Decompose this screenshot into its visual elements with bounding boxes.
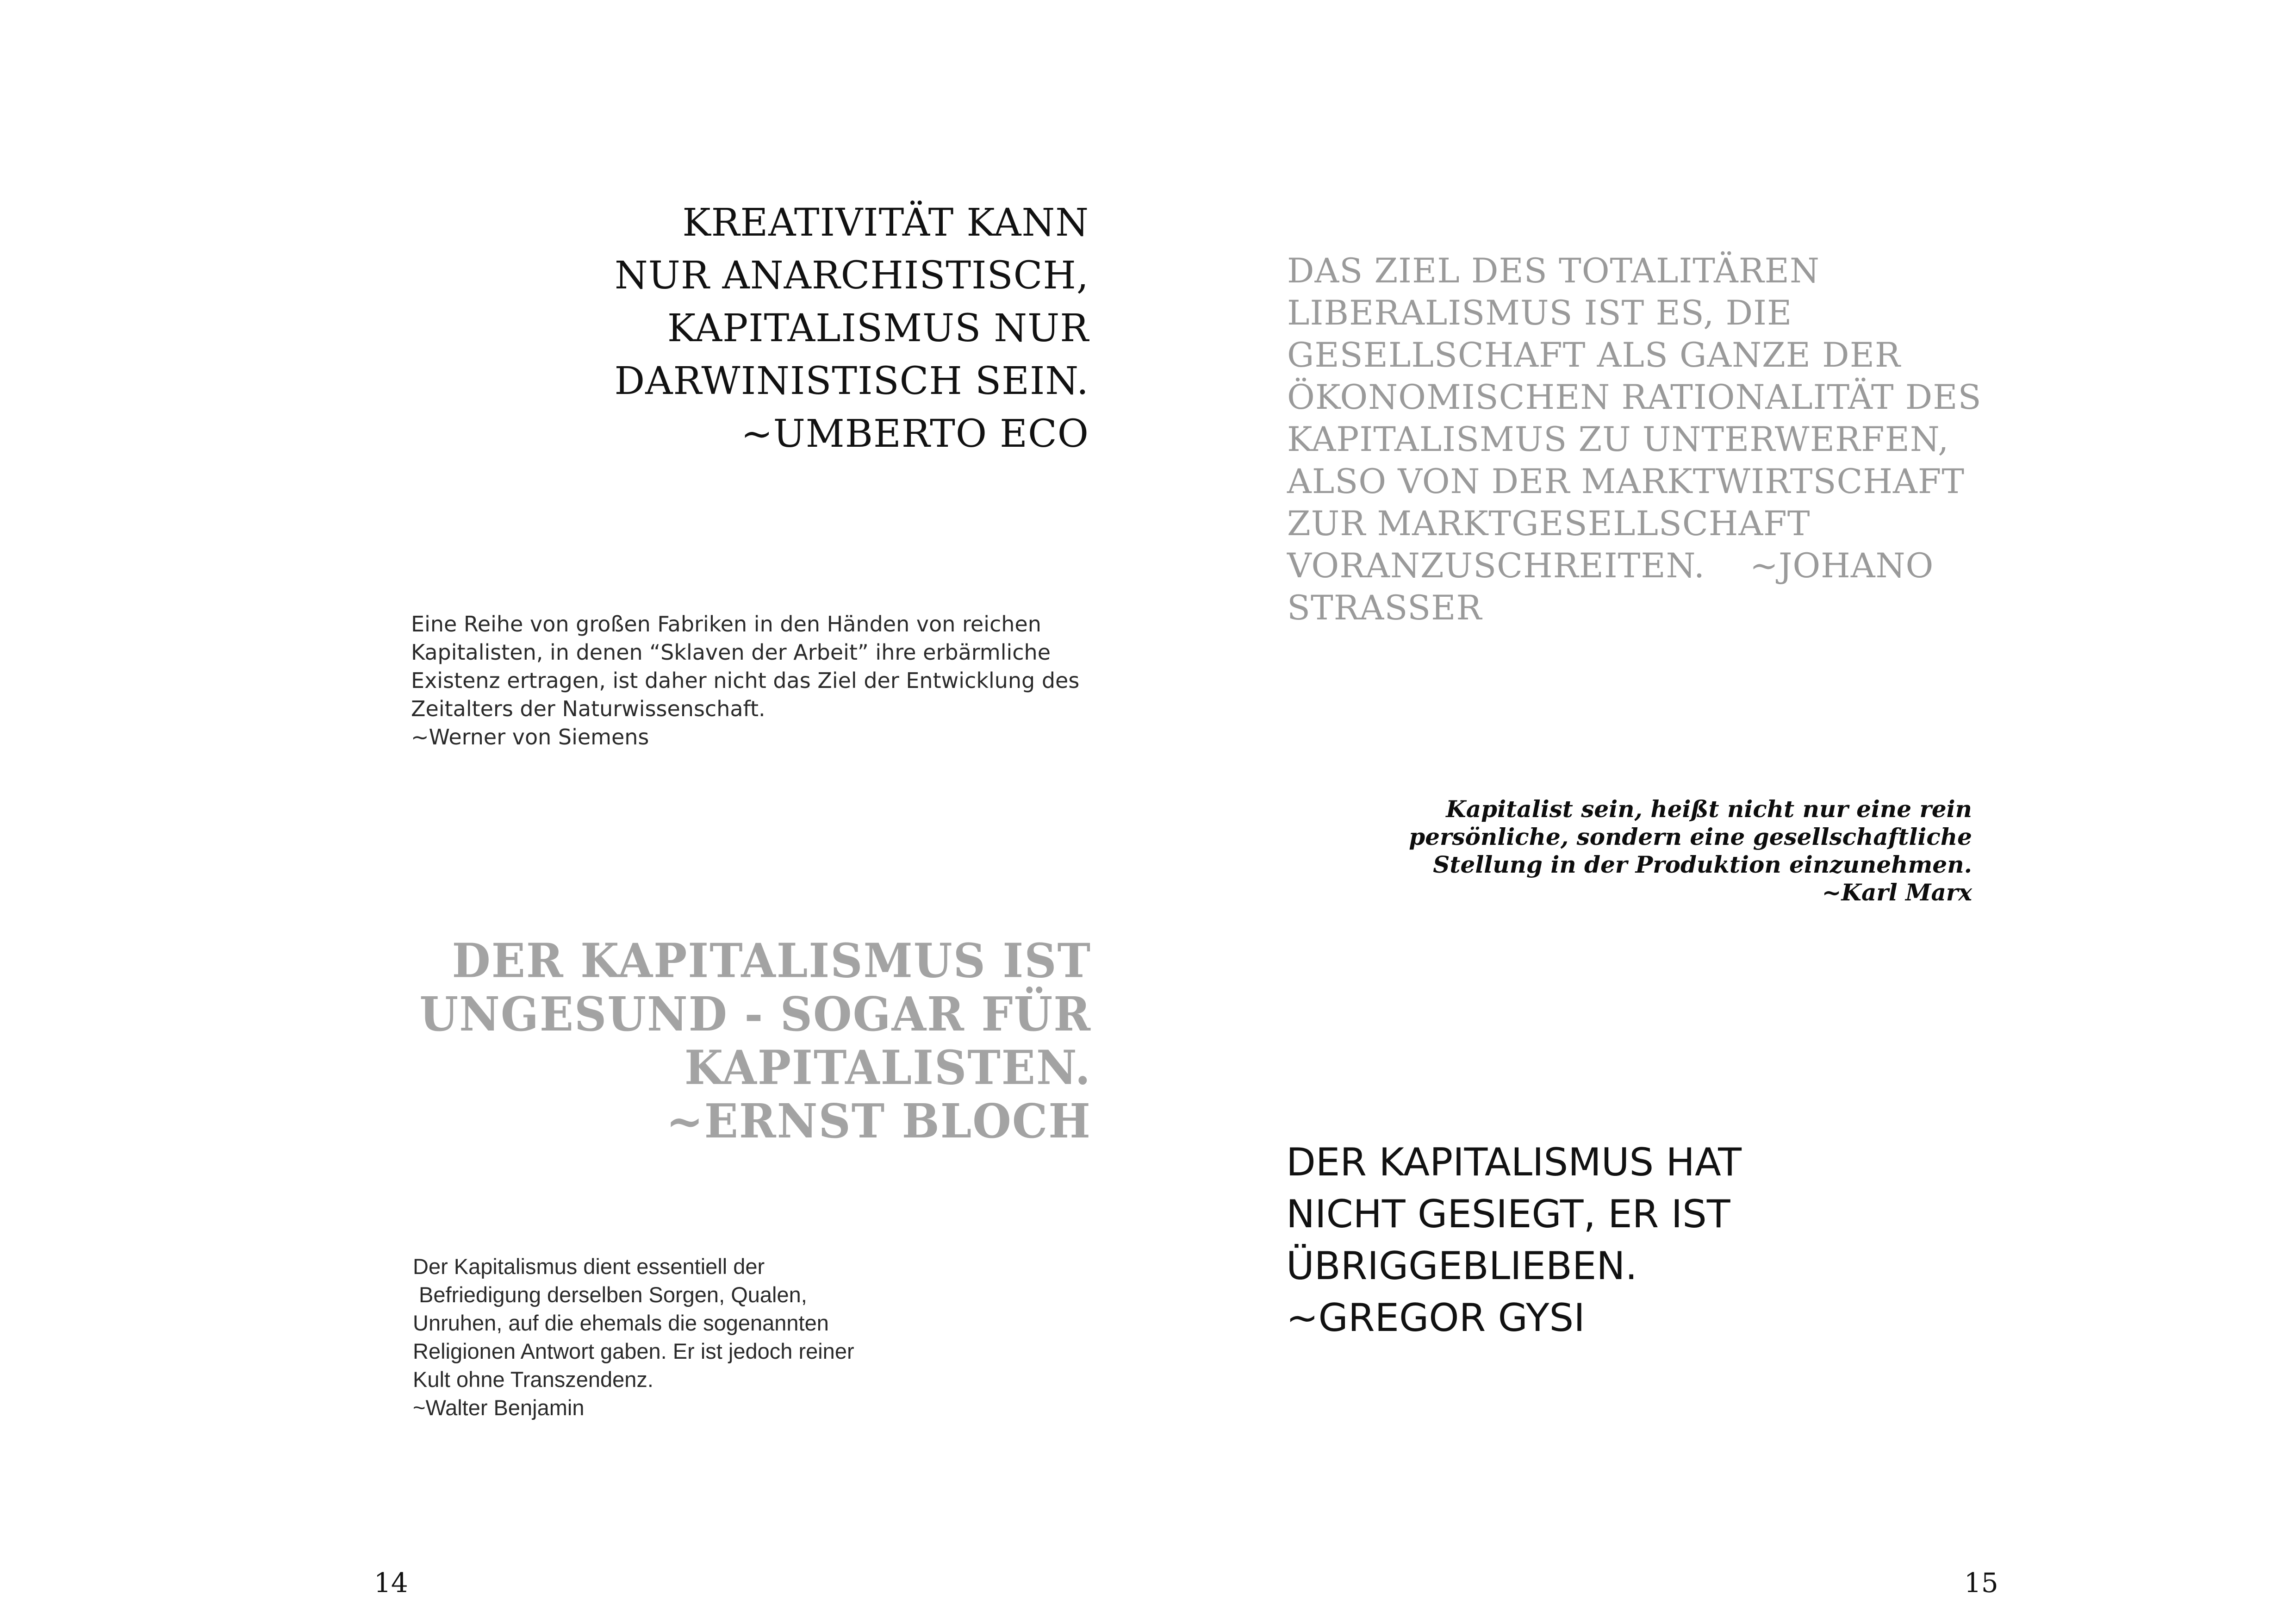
quote-line: NUR ANARCHISTISCH, (615, 254, 1089, 298)
quote-line: DARWINISTISCH SEIN. (614, 359, 1089, 403)
quote-ernst-bloch (419, 934, 1091, 1148)
quote-line: Kapitalist sein, heißt nicht nur eine rein (1446, 795, 1972, 823)
quote-line: Kult ohne Transzendenz. (413, 1367, 653, 1392)
quote-line: DER KAPITALISMUS HAT (1286, 1140, 1742, 1185)
quote-line: Befriedigung derselben Sorgen, Qualen, (413, 1282, 807, 1307)
page-number: 15 (1964, 1567, 1998, 1599)
page-number: 14 (374, 1567, 408, 1599)
quote-line: LIBERALISMUS IST ES, DIE (1287, 294, 1792, 333)
quote-line: Religionen Antwort gaben. Er ist jedoch reiner (413, 1339, 854, 1363)
quote-line: KREATIVITÄT KANN (682, 201, 1089, 245)
right-page (1148, 0, 2296, 1624)
quote-line: Zeitalters der Naturwissenschaft. (411, 696, 765, 721)
quote-gregor-gysi (1286, 1137, 1742, 1344)
quote-line: DER KAPITALISMUS IST (452, 933, 1091, 988)
quote-author: ~Walter Benjamin (413, 1395, 585, 1420)
quote-line: Stellung in der Produktion einzunehmen. (1433, 851, 1972, 878)
quote-line: NICHT GESIEGT, ER IST (1286, 1192, 1730, 1237)
quote-line: ZUR MARKTGESELLSCHAFT (1287, 504, 1811, 543)
quote-line: Existenz ertragen, ist daher nicht das Ziel der Entwicklung des (411, 668, 1080, 693)
quote-line: VORANZUSCHREITEN. ~JOHANO (1287, 546, 1934, 586)
quote-author: ~ERNST BLOCH (666, 1093, 1091, 1149)
quote-line: KAPITALISTEN. (684, 1040, 1091, 1095)
quote-line: GESELLSCHAFT ALS GANZE DER (1287, 336, 1901, 375)
quote-line: persönliche, sondern eine gesellschaftliche (1409, 823, 1972, 850)
quote-author: ~GREGOR GYSI (1286, 1295, 1585, 1340)
quote-line: KAPITALISMUS NUR (667, 306, 1089, 350)
quote-line: ÜBRIGGEBLIEBEN. (1286, 1243, 1637, 1288)
quote-line: ÖKONOMISCHEN RATIONALITÄT DES (1287, 378, 1982, 417)
quote-johano-strasser (1287, 250, 1982, 629)
quote-werner-von-siemens (411, 610, 1079, 751)
quote-walter-benjamin (413, 1252, 854, 1422)
quote-line: Kapitalisten, in denen “Sklaven der Arbeit” ihre erbärmliche (411, 640, 1051, 665)
quote-author: ~Werner von Siemens (411, 725, 649, 750)
quote-line: KAPITALISMUS ZU UNTERWERFEN, (1287, 420, 1949, 459)
quote-line: Unruhen, auf die ehemals die sogenannten (413, 1311, 829, 1335)
quote-author: ~UMBERTO ECO (740, 412, 1089, 456)
quote-line: STRASSER (1287, 588, 1482, 628)
quote-author: ~Karl Marx (1822, 879, 1972, 906)
quote-line: UNGESUND - SOGAR FÜR (419, 987, 1091, 1042)
quote-line: Der Kapitalismus dient essentiell der (413, 1254, 765, 1279)
quote-line: DAS ZIEL DES TOTALITÄREN (1287, 251, 1820, 291)
quote-karl-marx (1409, 795, 1972, 906)
quote-line: Eine Reihe von großen Fabriken in den Händen von reichen (411, 612, 1041, 637)
quote-umberto-eco (615, 197, 1089, 461)
quote-line: ALSO VON DER MARKTWIRTSCHAFT (1287, 462, 1965, 501)
